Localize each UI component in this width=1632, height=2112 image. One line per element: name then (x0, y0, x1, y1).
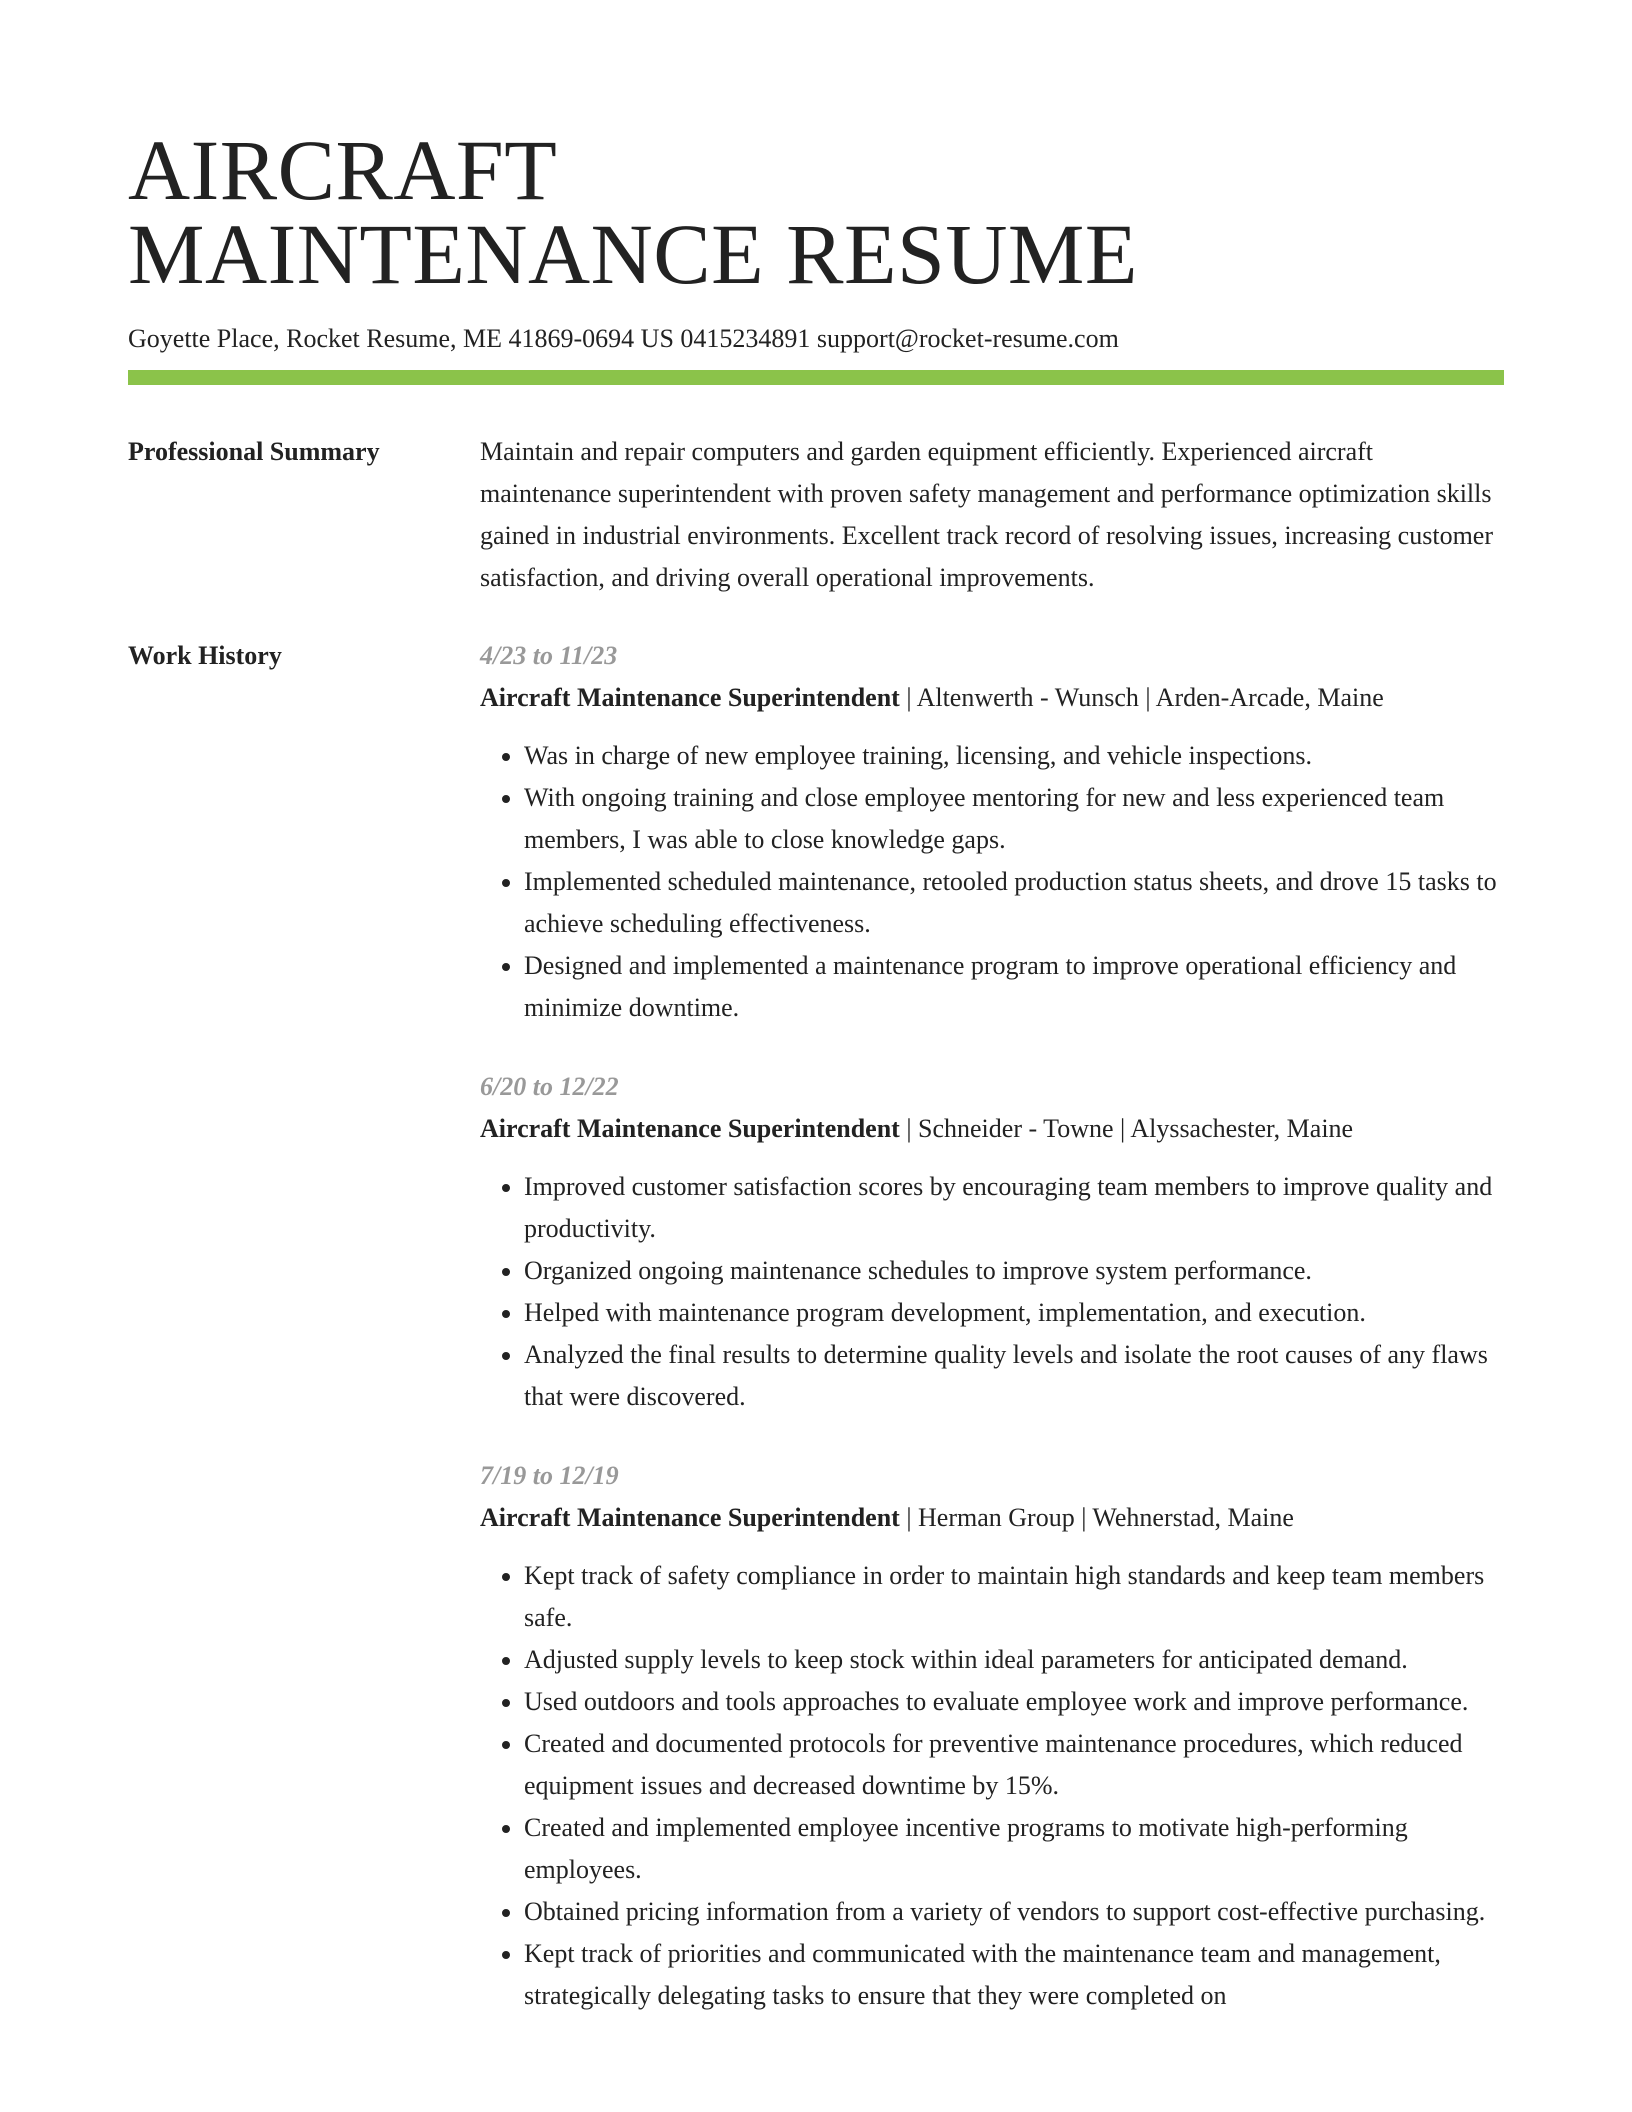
job-bullet: • Helped with maintenance program development, implementation, and execution. (524, 1292, 1504, 1334)
job-dates: 7/19 to 12/19 (480, 1461, 619, 1490)
job-bullets (480, 735, 1504, 1029)
job-bullet: • Analyzed the final results to determine quality levels and isolate the root causes of any flaws that were discovered. (524, 1334, 1504, 1418)
job-bullet: • Implemented scheduled maintenance, retooled production status sheets, and drove 15 tasks to achieve scheduling effectiveness. (524, 861, 1504, 945)
title-line-2: MAINTENANCE RESUME (128, 206, 1138, 302)
job-company-location: | Altenwerth - Wunsch | Arden-Arcade, Maine (899, 683, 1384, 712)
job-title: Aircraft Maintenance Superintendent (480, 1503, 900, 1532)
job-bullet: • With ongoing training and close employee mentoring for new and less experienced team members, I was able to close knowledge gaps. (524, 777, 1504, 861)
work-history-label: Work History (128, 641, 282, 670)
job-bullets (480, 1166, 1504, 1418)
job-bullet: • Kept track of priorities and communicated with the maintenance team and management, strategically delegating tasks to ensure that they were completed on (524, 1933, 1504, 2017)
title-line-1: AIRCRAFT (128, 122, 558, 218)
job-bullet: • Was in charge of new employee training, licensing, and vehicle inspections. (524, 735, 1504, 777)
job-entry (480, 1066, 1504, 1418)
job-dates: 6/20 to 12/22 (480, 1072, 619, 1101)
resume-header (128, 122, 1504, 355)
job-bullet: • Designed and implemented a maintenance program to improve operational efficiency and minimize downtime. (524, 945, 1504, 1029)
summary-text: Maintain and repair computers and garden equipment efficiently. Experienced aircraft maintenance superintendent with proven safety management and performance optimization skills gained in industrial environments. Excellent track record of resolving issues, increasing customer satisfaction, and driving overall operational improvements. (480, 437, 1493, 592)
job-bullets (480, 1555, 1504, 2017)
job-heading (480, 1497, 1504, 1539)
job-bullet: • Used outdoors and tools approaches to evaluate employee work and improve performance. (524, 1681, 1504, 1723)
job-bullet: • Organized ongoing maintenance schedules to improve system performance. (524, 1250, 1504, 1292)
contact-info: Goyette Place, Rocket Resume, ME 41869-0694 US 0415234891 support@rocket-resume.com (128, 324, 1119, 353)
job-company-location: | Herman Group | Wehnerstad, Maine (899, 1503, 1294, 1532)
job-company-location: | Schneider - Towne | Alyssachester, Maine (899, 1114, 1354, 1143)
resume-title (128, 122, 1504, 302)
job-bullet: • Obtained pricing information from a variety of vendors to support cost-effective purchasing. (524, 1891, 1504, 1933)
job-entry (480, 1455, 1504, 2017)
job-bullet: • Adjusted supply levels to keep stock within ideal parameters for anticipated demand. (524, 1639, 1504, 1681)
job-heading (480, 677, 1504, 719)
job-bullet: • Created and implemented employee incentive programs to motivate high-performing employees. (524, 1807, 1504, 1891)
job-bullet: • Kept track of safety compliance in order to maintain high standards and keep team members safe. (524, 1555, 1504, 1639)
accent-divider (128, 370, 1504, 385)
job-entry (480, 635, 1504, 1029)
job-title: Aircraft Maintenance Superintendent (480, 683, 900, 712)
job-bullet: • Created and documented protocols for preventive maintenance procedures, which reduced equipment issues and decreased downtime by 15%. (524, 1723, 1504, 1807)
job-title: Aircraft Maintenance Superintendent (480, 1114, 900, 1143)
summary-body (480, 431, 1504, 599)
summary-label: Professional Summary (128, 437, 380, 466)
work-history-list (480, 635, 1504, 2054)
job-bullet: • Improved customer satisfaction scores by encouraging team members to improve quality and productivity. (524, 1166, 1504, 1250)
job-dates: 4/23 to 11/23 (480, 641, 618, 670)
job-heading (480, 1108, 1504, 1150)
